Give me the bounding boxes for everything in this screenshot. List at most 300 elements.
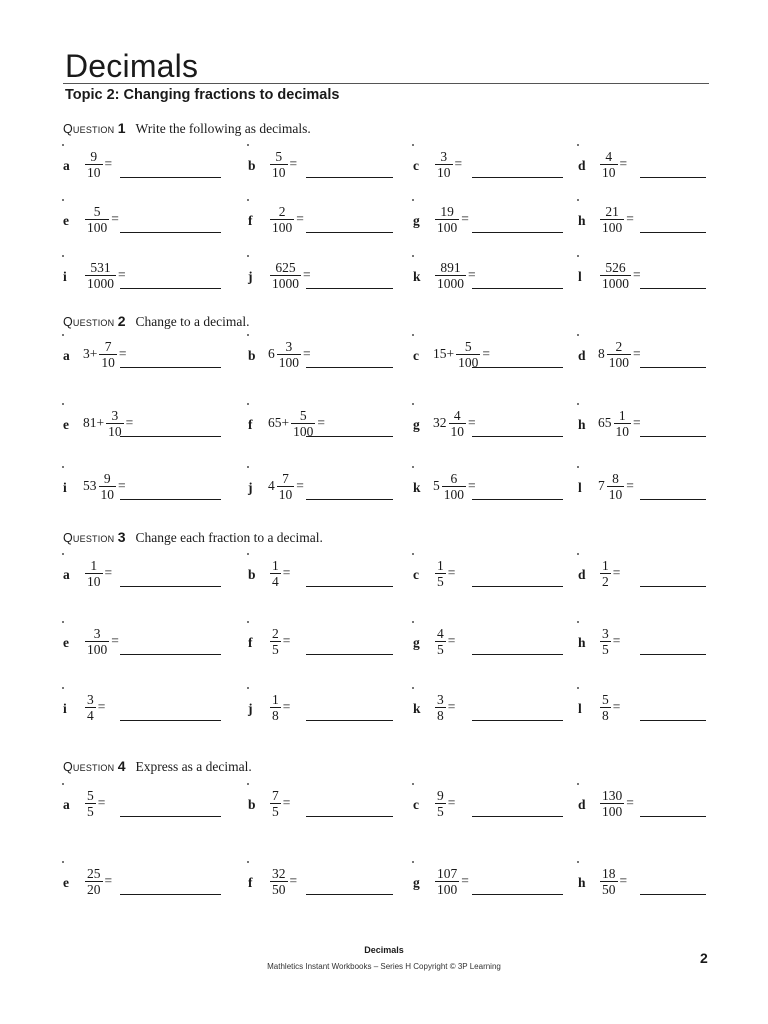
question-heading xyxy=(63,758,252,775)
equals-sign: = xyxy=(447,699,456,714)
item-letter: i xyxy=(63,701,67,716)
answer-blank[interactable] xyxy=(120,720,221,721)
denominator: 2 xyxy=(602,573,609,589)
fraction xyxy=(600,866,618,897)
fraction xyxy=(106,408,124,439)
whole-number: 8 xyxy=(598,346,605,361)
item-marker xyxy=(412,466,414,468)
equals-sign: = xyxy=(461,211,469,226)
item-marker xyxy=(412,255,414,257)
denominator: 5 xyxy=(272,803,279,819)
item-letter: h xyxy=(578,417,586,432)
equals-sign: = xyxy=(612,699,621,714)
denominator: 1000 xyxy=(602,275,629,291)
denominator: 10 xyxy=(108,423,122,439)
denominator: 100 xyxy=(278,354,299,370)
equals-sign: = xyxy=(447,795,456,810)
answer-blank[interactable] xyxy=(640,436,706,437)
denominator: 4 xyxy=(272,573,279,589)
item-letter: e xyxy=(63,417,69,432)
answer-blank[interactable] xyxy=(640,232,706,233)
page-number: 2 xyxy=(700,950,708,966)
fraction xyxy=(435,149,453,180)
denominator: 100 xyxy=(602,803,623,819)
fraction xyxy=(270,626,281,657)
math-expression xyxy=(268,403,325,443)
fraction xyxy=(435,788,446,819)
answer-blank[interactable] xyxy=(120,816,221,817)
equals-sign: = xyxy=(118,346,127,361)
item-letter: c xyxy=(413,348,419,363)
answer-blank[interactable] xyxy=(472,499,563,500)
item-letter: l xyxy=(578,480,582,495)
fraction xyxy=(85,149,103,180)
numerator: 32 xyxy=(272,865,286,881)
denominator: 100 xyxy=(458,354,479,370)
equals-sign: = xyxy=(282,565,291,580)
numerator: 1 xyxy=(90,557,98,573)
fraction xyxy=(270,260,301,291)
item-marker xyxy=(62,199,64,201)
denominator: 10 xyxy=(101,354,115,370)
answer-blank[interactable] xyxy=(640,720,706,721)
numerator: 1 xyxy=(437,557,444,573)
question-heading xyxy=(63,313,249,330)
item-letter: j xyxy=(248,480,253,495)
fraction xyxy=(85,692,96,723)
item-marker xyxy=(247,861,249,863)
item-marker xyxy=(412,621,414,623)
denominator: 10 xyxy=(87,164,101,180)
item-marker xyxy=(577,199,579,201)
answer-blank[interactable] xyxy=(640,499,706,500)
question-instruction: Write the following as decimals. xyxy=(135,121,311,136)
whole-number: 5 xyxy=(433,478,440,493)
item-letter: j xyxy=(248,269,253,284)
equals-sign: = xyxy=(633,415,641,430)
item-marker xyxy=(247,334,249,336)
math-expression xyxy=(598,687,620,727)
math-expression xyxy=(598,255,641,295)
item-letter: a xyxy=(63,797,70,812)
fraction xyxy=(270,558,281,589)
math-expression xyxy=(83,403,133,443)
answer-blank[interactable] xyxy=(472,816,563,817)
math-expression xyxy=(598,861,627,901)
item-letter: d xyxy=(578,158,586,173)
equals-sign: = xyxy=(104,873,113,888)
numerator: 107 xyxy=(437,865,458,881)
numerator: 3 xyxy=(285,338,293,354)
numerator: 2 xyxy=(272,625,279,641)
question-instruction: Change to a decimal. xyxy=(135,314,250,329)
math-expression xyxy=(268,783,290,823)
answer-blank[interactable] xyxy=(120,177,221,178)
math-expression xyxy=(83,199,119,239)
item-marker xyxy=(412,144,414,146)
denominator: 1000 xyxy=(87,275,114,291)
equals-sign: = xyxy=(303,267,311,282)
answer-blank[interactable] xyxy=(306,367,393,368)
math-expression xyxy=(83,334,127,374)
item-marker xyxy=(247,553,249,555)
answer-blank[interactable] xyxy=(120,586,221,587)
question-label: Question xyxy=(63,531,115,545)
equals-sign: = xyxy=(626,795,634,810)
question-label: Question xyxy=(63,760,115,774)
fraction xyxy=(85,558,103,589)
item-letter: b xyxy=(248,348,256,363)
item-marker xyxy=(247,621,249,623)
fraction xyxy=(270,204,294,235)
fraction xyxy=(270,788,281,819)
answer-blank[interactable] xyxy=(472,894,563,895)
denominator: 100 xyxy=(608,354,629,370)
math-expression xyxy=(598,199,634,239)
item-marker xyxy=(577,553,579,555)
numerator: 7 xyxy=(104,338,112,354)
answer-blank[interactable] xyxy=(472,288,563,289)
equals-sign: = xyxy=(111,211,119,226)
item-letter: g xyxy=(413,875,420,890)
answer-blank[interactable] xyxy=(306,894,393,895)
fraction xyxy=(607,339,631,370)
equals-sign: = xyxy=(296,478,304,493)
denominator: 10 xyxy=(272,164,286,180)
numerator: 6 xyxy=(450,470,458,486)
numerator: 625 xyxy=(275,259,296,275)
plus-sign: + xyxy=(446,346,455,361)
fraction xyxy=(600,260,631,291)
item-letter: h xyxy=(578,213,586,228)
item-letter: d xyxy=(578,348,586,363)
item-marker xyxy=(247,255,249,257)
equals-sign: = xyxy=(303,346,311,361)
fraction xyxy=(277,471,295,502)
answer-blank[interactable] xyxy=(640,288,706,289)
equals-sign: = xyxy=(282,699,291,714)
item-marker xyxy=(412,403,414,405)
item-letter: a xyxy=(63,348,70,363)
item-letter: c xyxy=(413,158,419,173)
answer-blank[interactable] xyxy=(472,436,563,437)
item-marker xyxy=(62,687,64,689)
item-marker xyxy=(577,621,579,623)
numerator: 3 xyxy=(111,407,119,423)
item-marker xyxy=(577,403,579,405)
item-letter: k xyxy=(413,269,421,284)
fraction xyxy=(607,471,625,502)
answer-blank[interactable] xyxy=(120,367,221,368)
denominator: 5 xyxy=(602,641,609,657)
equals-sign: = xyxy=(633,346,641,361)
denominator: 5 xyxy=(272,641,279,657)
answer-blank[interactable] xyxy=(640,586,706,587)
denominator: 5 xyxy=(437,573,444,589)
item-marker xyxy=(247,466,249,468)
fraction xyxy=(600,558,611,589)
numerator: 21 xyxy=(605,203,619,219)
item-marker xyxy=(577,687,579,689)
equals-sign: = xyxy=(97,795,106,810)
answer-blank[interactable] xyxy=(120,894,221,895)
numerator: 5 xyxy=(93,203,101,219)
equals-sign: = xyxy=(125,415,134,430)
plus-sign: + xyxy=(96,415,105,430)
item-marker xyxy=(412,334,414,336)
answer-blank[interactable] xyxy=(306,177,393,178)
math-expression xyxy=(83,687,105,727)
answer-blank[interactable] xyxy=(472,177,563,178)
denominator: 10 xyxy=(87,573,101,589)
item-marker xyxy=(247,783,249,785)
answer-blank[interactable] xyxy=(640,894,706,895)
fraction xyxy=(600,204,624,235)
answer-blank[interactable] xyxy=(306,288,393,289)
answer-blank[interactable] xyxy=(640,816,706,817)
whole-number: 65 xyxy=(268,415,282,430)
numerator: 4 xyxy=(453,407,461,423)
equals-sign: = xyxy=(612,565,621,580)
equals-sign: = xyxy=(461,873,469,888)
answer-blank[interactable] xyxy=(472,586,563,587)
denominator: 10 xyxy=(450,423,464,439)
answer-blank[interactable] xyxy=(472,720,563,721)
fraction xyxy=(85,626,109,657)
math-expression xyxy=(268,466,304,506)
footer-copyright: Mathletics Instant Workbooks – Series H Copyright © 3P Learning xyxy=(267,962,501,971)
item-marker xyxy=(577,783,579,785)
math-expression xyxy=(598,403,641,443)
denominator: 100 xyxy=(293,423,314,439)
fraction xyxy=(99,471,117,502)
item-letter: h xyxy=(578,875,586,890)
answer-blank[interactable] xyxy=(472,367,563,368)
whole-number: 15 xyxy=(433,346,447,361)
fraction xyxy=(600,626,611,657)
whole-number: 3 xyxy=(83,346,90,361)
whole-number: 53 xyxy=(83,478,97,493)
topic-subtitle: Topic 2: Changing fractions to decimals xyxy=(65,87,340,103)
math-expression xyxy=(83,621,119,661)
numerator: 4 xyxy=(605,148,613,164)
fraction xyxy=(600,692,611,723)
equals-sign: = xyxy=(633,267,641,282)
whole-number: 7 xyxy=(598,478,605,493)
answer-blank[interactable] xyxy=(120,436,221,437)
equals-sign: = xyxy=(447,633,456,648)
math-expression xyxy=(268,144,297,184)
equals-sign: = xyxy=(118,267,126,282)
fraction xyxy=(270,149,288,180)
math-expression xyxy=(433,466,476,506)
item-marker xyxy=(62,553,64,555)
fraction xyxy=(435,866,459,897)
fraction xyxy=(435,626,446,657)
item-letter: a xyxy=(63,567,70,582)
question-label: Question xyxy=(63,122,115,136)
denominator: 5 xyxy=(437,803,444,819)
math-expression xyxy=(83,553,112,593)
item-marker xyxy=(412,199,414,201)
answer-blank[interactable] xyxy=(472,232,563,233)
math-expression xyxy=(433,334,490,374)
answer-blank[interactable] xyxy=(306,499,393,500)
page-title: Decimals xyxy=(65,48,199,84)
numerator: 2 xyxy=(278,203,286,219)
denominator: 1000 xyxy=(437,275,464,291)
question-label: Question xyxy=(63,315,115,329)
numerator: 5 xyxy=(299,407,307,423)
denominator: 20 xyxy=(87,881,101,897)
item-marker xyxy=(62,466,64,468)
fraction xyxy=(435,260,466,291)
answer-blank[interactable] xyxy=(472,654,563,655)
math-expression xyxy=(433,255,476,295)
equals-sign: = xyxy=(317,415,325,430)
numerator: 3 xyxy=(93,625,101,641)
equals-sign: = xyxy=(482,346,490,361)
denominator: 5 xyxy=(87,803,94,819)
item-marker xyxy=(62,144,64,146)
answer-blank[interactable] xyxy=(306,816,393,817)
math-expression xyxy=(598,553,620,593)
math-expression xyxy=(268,687,290,727)
item-letter: c xyxy=(413,567,419,582)
math-expression xyxy=(598,621,620,661)
denominator: 100 xyxy=(272,219,293,235)
fraction xyxy=(442,471,466,502)
math-expression xyxy=(598,144,627,184)
numerator: 5 xyxy=(275,148,283,164)
item-marker xyxy=(577,144,579,146)
whole-number: 4 xyxy=(268,478,275,493)
answer-blank[interactable] xyxy=(306,586,393,587)
item-letter: g xyxy=(413,635,420,650)
item-letter: f xyxy=(248,213,253,228)
item-letter: f xyxy=(248,875,253,890)
item-letter: l xyxy=(578,269,582,284)
equals-sign: = xyxy=(111,633,119,648)
whole-number: 81 xyxy=(83,415,97,430)
math-expression xyxy=(268,199,304,239)
answer-blank[interactable] xyxy=(306,720,393,721)
item-marker xyxy=(62,403,64,405)
denominator: 8 xyxy=(437,707,444,723)
question-heading xyxy=(63,529,323,546)
numerator: 531 xyxy=(90,259,111,275)
item-letter: d xyxy=(578,567,586,582)
whole-number: 32 xyxy=(433,415,447,430)
answer-blank[interactable] xyxy=(120,232,221,233)
fraction xyxy=(85,260,116,291)
numerator: 7 xyxy=(282,470,289,486)
equals-sign: = xyxy=(289,156,298,171)
equals-sign: = xyxy=(296,211,304,226)
numerator: 18 xyxy=(602,865,616,881)
math-expression xyxy=(433,199,469,239)
numerator: 3 xyxy=(440,148,448,164)
item-letter: i xyxy=(63,480,67,495)
equals-sign: = xyxy=(289,873,298,888)
answer-blank[interactable] xyxy=(640,654,706,655)
item-marker xyxy=(412,553,414,555)
math-expression xyxy=(268,861,297,901)
numerator: 3 xyxy=(87,691,94,707)
denominator: 8 xyxy=(272,707,279,723)
equals-sign: = xyxy=(104,565,113,580)
answer-blank[interactable] xyxy=(120,499,221,500)
denominator: 10 xyxy=(608,486,623,502)
equals-sign: = xyxy=(626,478,634,493)
answer-blank[interactable] xyxy=(120,288,221,289)
answer-blank[interactable] xyxy=(306,232,393,233)
math-expression xyxy=(83,861,112,901)
whole-number: 6 xyxy=(268,346,275,361)
math-expression xyxy=(598,334,641,374)
item-letter: i xyxy=(63,269,67,284)
denominator: 10 xyxy=(437,164,451,180)
denominator: 10 xyxy=(100,486,114,502)
numerator: 1 xyxy=(272,691,279,707)
denominator: 50 xyxy=(602,881,616,897)
equals-sign: = xyxy=(454,156,463,171)
item-letter: e xyxy=(63,635,69,650)
answer-blank[interactable] xyxy=(640,177,706,178)
equals-sign: = xyxy=(282,633,291,648)
numerator: 1 xyxy=(602,557,609,573)
numerator: 7 xyxy=(272,787,279,803)
numerator: 5 xyxy=(464,338,472,354)
math-expression xyxy=(83,255,126,295)
question-number: 2 xyxy=(117,313,126,329)
denominator: 100 xyxy=(437,219,458,235)
numerator: 5 xyxy=(602,691,609,707)
item-letter: a xyxy=(63,158,70,173)
fraction xyxy=(270,866,288,897)
math-expression xyxy=(433,403,476,443)
math-expression xyxy=(268,255,311,295)
equals-sign: = xyxy=(619,156,628,171)
item-marker xyxy=(247,687,249,689)
numerator: 25 xyxy=(87,865,101,881)
fraction xyxy=(277,339,301,370)
answer-blank[interactable] xyxy=(640,367,706,368)
math-expression xyxy=(598,783,634,823)
equals-sign: = xyxy=(626,211,634,226)
answer-blank[interactable] xyxy=(120,654,221,655)
fraction xyxy=(614,408,632,439)
numerator: 9 xyxy=(103,470,111,486)
numerator: 891 xyxy=(440,259,461,275)
fraction xyxy=(291,408,315,439)
math-expression xyxy=(433,861,469,901)
item-letter: k xyxy=(413,480,421,495)
plus-sign: + xyxy=(89,346,98,361)
math-expression xyxy=(268,334,311,374)
item-marker xyxy=(247,199,249,201)
title-divider xyxy=(63,83,709,84)
item-marker xyxy=(247,144,249,146)
math-expression xyxy=(83,783,105,823)
answer-blank[interactable] xyxy=(306,436,393,437)
numerator: 130 xyxy=(602,787,623,803)
denominator: 100 xyxy=(602,219,623,235)
item-marker xyxy=(412,687,414,689)
answer-blank[interactable] xyxy=(306,654,393,655)
fraction xyxy=(435,204,459,235)
question-number: 1 xyxy=(117,120,126,136)
